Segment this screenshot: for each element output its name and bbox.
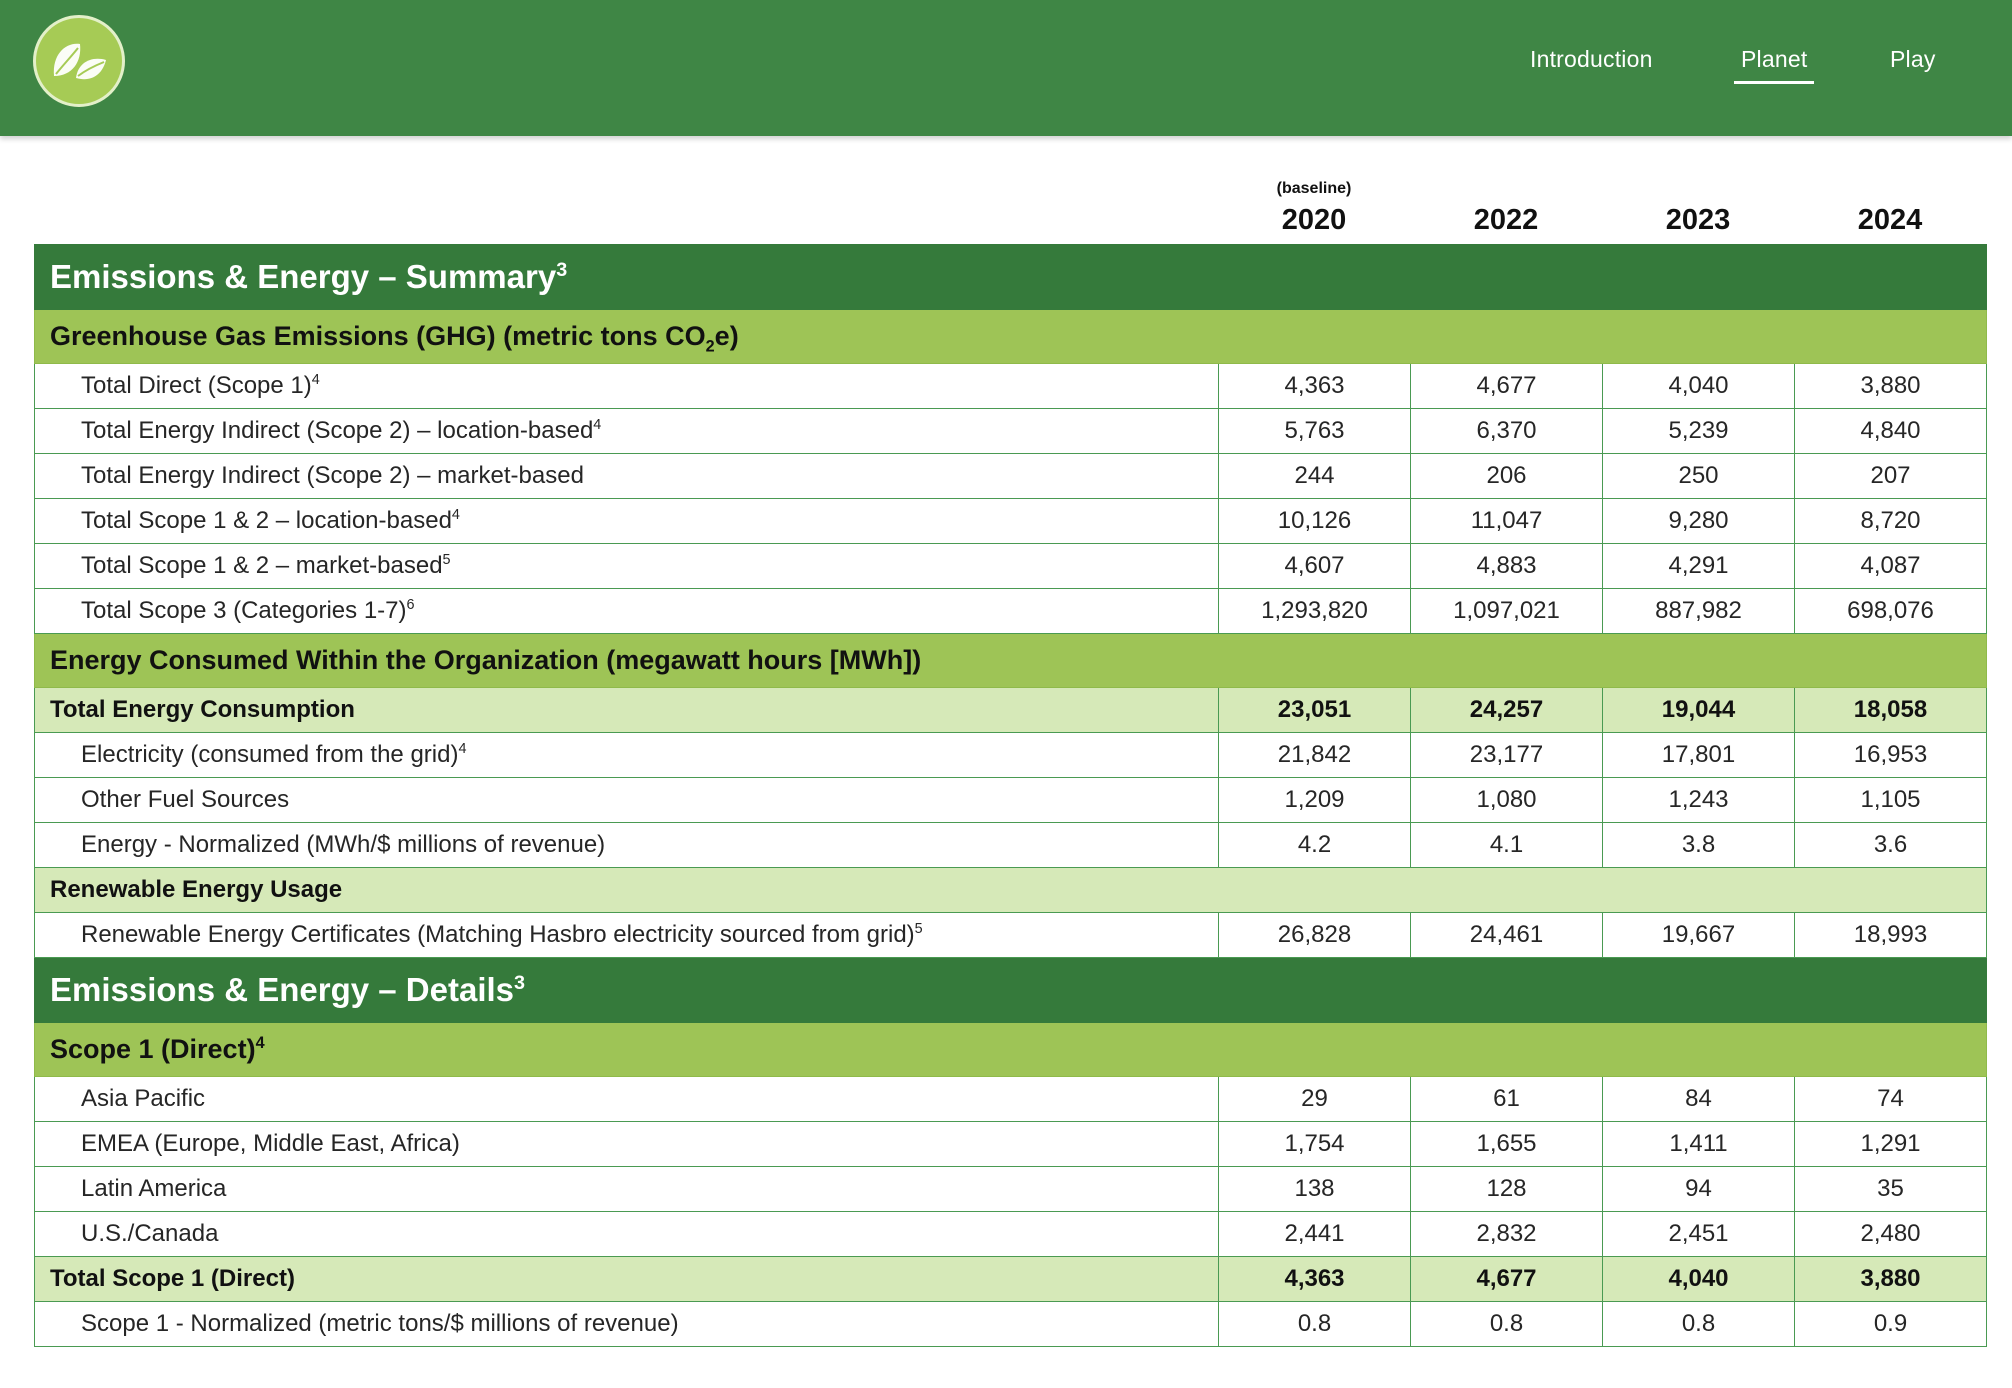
value-cell: 8,720: [1795, 499, 1987, 544]
subsection-header-energy: [35, 634, 1987, 688]
section-header-summary: [35, 245, 1987, 310]
value-cell: 18,058: [1795, 688, 1987, 733]
footnote-ref: 3: [556, 259, 568, 281]
value-cell: 29: [1219, 1077, 1411, 1122]
value-cell: 17,801: [1603, 733, 1795, 778]
value-cell: 74: [1795, 1077, 1987, 1122]
value-cell: 4,840: [1795, 409, 1987, 454]
row-label-cell: [35, 1212, 1219, 1257]
value-cell: 5,239: [1603, 409, 1795, 454]
table-row: [35, 913, 1987, 958]
value-cell: 3.6: [1795, 823, 1987, 868]
row-label-cell: [35, 688, 1219, 733]
value-cell: 35: [1795, 1167, 1987, 1212]
year-header-2020: [1218, 170, 1410, 237]
row-label: Total Direct (Scope 1): [81, 372, 312, 399]
value-cell: 19,667: [1603, 913, 1795, 958]
value-cell: 4,040: [1603, 364, 1795, 409]
row-label-cell: [35, 1077, 1219, 1122]
row-label: Total Scope 3 (Categories 1-7): [81, 597, 407, 624]
table-row: [35, 823, 1987, 868]
row-label-cell: [35, 913, 1219, 958]
year-header-2022: [1410, 170, 1602, 237]
row-label: Electricity (consumed from the grid): [81, 741, 459, 768]
table-row: [35, 454, 1987, 499]
row-label: Latin America: [81, 1175, 227, 1202]
year-label: 2023: [1665, 204, 1731, 236]
section-header-details: [35, 958, 1987, 1023]
year-label: 2022: [1473, 204, 1539, 236]
value-cell: 1,243: [1603, 778, 1795, 823]
footnote-ref: 4: [255, 1034, 265, 1052]
table-row: [35, 1167, 1987, 1212]
table-row: [35, 1122, 1987, 1167]
row-label-cell: [35, 454, 1219, 499]
value-cell: 61: [1411, 1077, 1603, 1122]
value-cell: 4.1: [1411, 823, 1603, 868]
nav-link-introduction[interactable]: Introduction: [1530, 46, 1653, 72]
row-label-cell: [35, 733, 1219, 778]
row-label-cell: [35, 364, 1219, 409]
year-header-2023: [1602, 170, 1794, 237]
year-label: 2024: [1857, 204, 1923, 236]
total-row: [35, 688, 1987, 733]
value-cell: 16,953: [1795, 733, 1987, 778]
table-row: [35, 589, 1987, 634]
value-cell: 21,842: [1219, 733, 1411, 778]
row-label-cell: [35, 778, 1219, 823]
value-cell: 10,126: [1219, 499, 1411, 544]
value-cell: 84: [1603, 1077, 1795, 1122]
table-row: [35, 1212, 1987, 1257]
value-cell: 250: [1603, 454, 1795, 499]
row-label-cell: [35, 589, 1219, 634]
table-row: [35, 1302, 1987, 1347]
value-cell: 5,763: [1219, 409, 1411, 454]
value-cell: 207: [1795, 454, 1987, 499]
value-cell: 4,677: [1411, 1257, 1603, 1302]
footnote-ref: 5: [442, 552, 451, 568]
year-header-row: [0, 170, 2012, 246]
value-cell: 4,040: [1603, 1257, 1795, 1302]
value-cell: 206: [1411, 454, 1603, 499]
row-label-cell: [35, 1167, 1219, 1212]
main-nav: [1412, 0, 2012, 136]
value-cell: 19,044: [1603, 688, 1795, 733]
value-cell: 2,451: [1603, 1212, 1795, 1257]
table-row: [35, 778, 1987, 823]
value-cell: 4,087: [1795, 544, 1987, 589]
row-label: Energy - Normalized (MWh/$ millions of revenue): [81, 831, 606, 858]
row-label: Other Fuel Sources: [81, 786, 290, 813]
value-cell: 244: [1219, 454, 1411, 499]
row-label: Total Scope 1 & 2 – market-based: [81, 552, 443, 579]
value-cell: 0.8: [1603, 1302, 1795, 1347]
row-label: Total Energy Indirect (Scope 2) – market-based: [81, 462, 584, 489]
value-cell: 2,832: [1411, 1212, 1603, 1257]
value-cell: 2,441: [1219, 1212, 1411, 1257]
row-label-cell: [35, 1302, 1219, 1347]
row-label-cell: [35, 409, 1219, 454]
row-label-cell: [35, 823, 1219, 868]
value-cell: 4.2: [1219, 823, 1411, 868]
footnote-ref: 4: [458, 741, 467, 757]
value-cell: 0.8: [1411, 1302, 1603, 1347]
value-cell: 24,461: [1411, 913, 1603, 958]
value-cell: 3.8: [1603, 823, 1795, 868]
value-cell: 1,291: [1795, 1122, 1987, 1167]
subsection-header-ghg: [35, 310, 1987, 364]
footnote-ref: 6: [406, 597, 415, 613]
leaf-logo-icon[interactable]: [33, 15, 125, 107]
ghg-heading-post: e): [714, 321, 739, 351]
value-cell: 887,982: [1603, 589, 1795, 634]
subsection-header-scope1-label: Scope 1 (Direct): [50, 1034, 256, 1064]
value-cell: 26,828: [1219, 913, 1411, 958]
row-label: EMEA (Europe, Middle East, Africa): [81, 1130, 460, 1157]
footnote-ref: 4: [311, 372, 320, 388]
table-row: [35, 1077, 1987, 1122]
row-label-cell: [35, 544, 1219, 589]
value-cell: 23,177: [1411, 733, 1603, 778]
ghg-heading-pre: Greenhouse Gas Emissions (GHG) (metric tons CO: [50, 321, 706, 351]
subsection-header-renewable-label: Renewable Energy Usage: [50, 876, 343, 903]
value-cell: 0.8: [1219, 1302, 1411, 1347]
footnote-ref: 4: [451, 507, 460, 523]
value-cell: 1,411: [1603, 1122, 1795, 1167]
value-cell: 18,993: [1795, 913, 1987, 958]
table-row: [35, 733, 1987, 778]
value-cell: 1,209: [1219, 778, 1411, 823]
row-label: Renewable Energy Certificates (Matching Hasbro electricity sourced from grid): [81, 921, 915, 948]
value-cell: 3,880: [1795, 1257, 1987, 1302]
baseline-note: (baseline): [1276, 180, 1352, 197]
value-cell: 11,047: [1411, 499, 1603, 544]
subsection-header-scope1: [35, 1023, 1987, 1077]
row-label-cell: [35, 1122, 1219, 1167]
table-row: [35, 499, 1987, 544]
footnote-ref: 3: [514, 972, 526, 994]
footnote-ref: 5: [914, 921, 923, 937]
value-cell: 2,480: [1795, 1212, 1987, 1257]
row-label: Total Scope 1 (Direct): [50, 1265, 295, 1292]
value-cell: 1,097,021: [1411, 589, 1603, 634]
section-header-summary-label: Emissions & Energy – Summary: [50, 258, 557, 295]
row-label-cell: [35, 1257, 1219, 1302]
value-cell: 4,363: [1219, 364, 1411, 409]
nav-link-planet[interactable]: Planet: [1741, 46, 1808, 72]
top-nav-bar: [0, 0, 2012, 136]
value-cell: 0.9: [1795, 1302, 1987, 1347]
subsection-header-renewable: [35, 868, 1987, 913]
value-cell: 9,280: [1603, 499, 1795, 544]
row-label-cell: [35, 499, 1219, 544]
value-cell: 94: [1603, 1167, 1795, 1212]
value-cell: 23,051: [1219, 688, 1411, 733]
table-row: [35, 364, 1987, 409]
section-header-details-label: Emissions & Energy – Details: [50, 971, 515, 1008]
nav-link-play[interactable]: Play: [1890, 46, 1936, 72]
ghg-heading-sub: 2: [705, 337, 715, 356]
value-cell: 6,370: [1411, 409, 1603, 454]
row-label: Total Energy Consumption: [50, 696, 355, 723]
year-label: 2020: [1281, 204, 1347, 236]
subsection-header-energy-label: Energy Consumed Within the Organization (megawatt hours [MWh]): [50, 645, 922, 675]
row-label: Total Scope 1 & 2 – location-based: [81, 507, 452, 534]
value-cell: 1,655: [1411, 1122, 1603, 1167]
value-cell: 1,080: [1411, 778, 1603, 823]
value-cell: 4,677: [1411, 364, 1603, 409]
row-label: Asia Pacific: [81, 1085, 206, 1112]
row-label: Scope 1 - Normalized (metric tons/$ millions of revenue): [81, 1310, 679, 1337]
row-label: U.S./Canada: [81, 1220, 219, 1247]
value-cell: 4,883: [1411, 544, 1603, 589]
row-label: Total Energy Indirect (Scope 2) – location-based: [81, 417, 594, 444]
total-row: [35, 1257, 1987, 1302]
value-cell: 24,257: [1411, 688, 1603, 733]
year-header-2024: [1794, 170, 1986, 237]
value-cell: 138: [1219, 1167, 1411, 1212]
emissions-energy-table: [34, 244, 1987, 1347]
table-row: [35, 544, 1987, 589]
value-cell: 4,363: [1219, 1257, 1411, 1302]
value-cell: 4,607: [1219, 544, 1411, 589]
value-cell: 698,076: [1795, 589, 1987, 634]
value-cell: 1,105: [1795, 778, 1987, 823]
footnote-ref: 4: [593, 417, 602, 433]
value-cell: 1,293,820: [1219, 589, 1411, 634]
value-cell: 128: [1411, 1167, 1603, 1212]
table-row: [35, 409, 1987, 454]
value-cell: 4,291: [1603, 544, 1795, 589]
value-cell: 3,880: [1795, 364, 1987, 409]
value-cell: 1,754: [1219, 1122, 1411, 1167]
